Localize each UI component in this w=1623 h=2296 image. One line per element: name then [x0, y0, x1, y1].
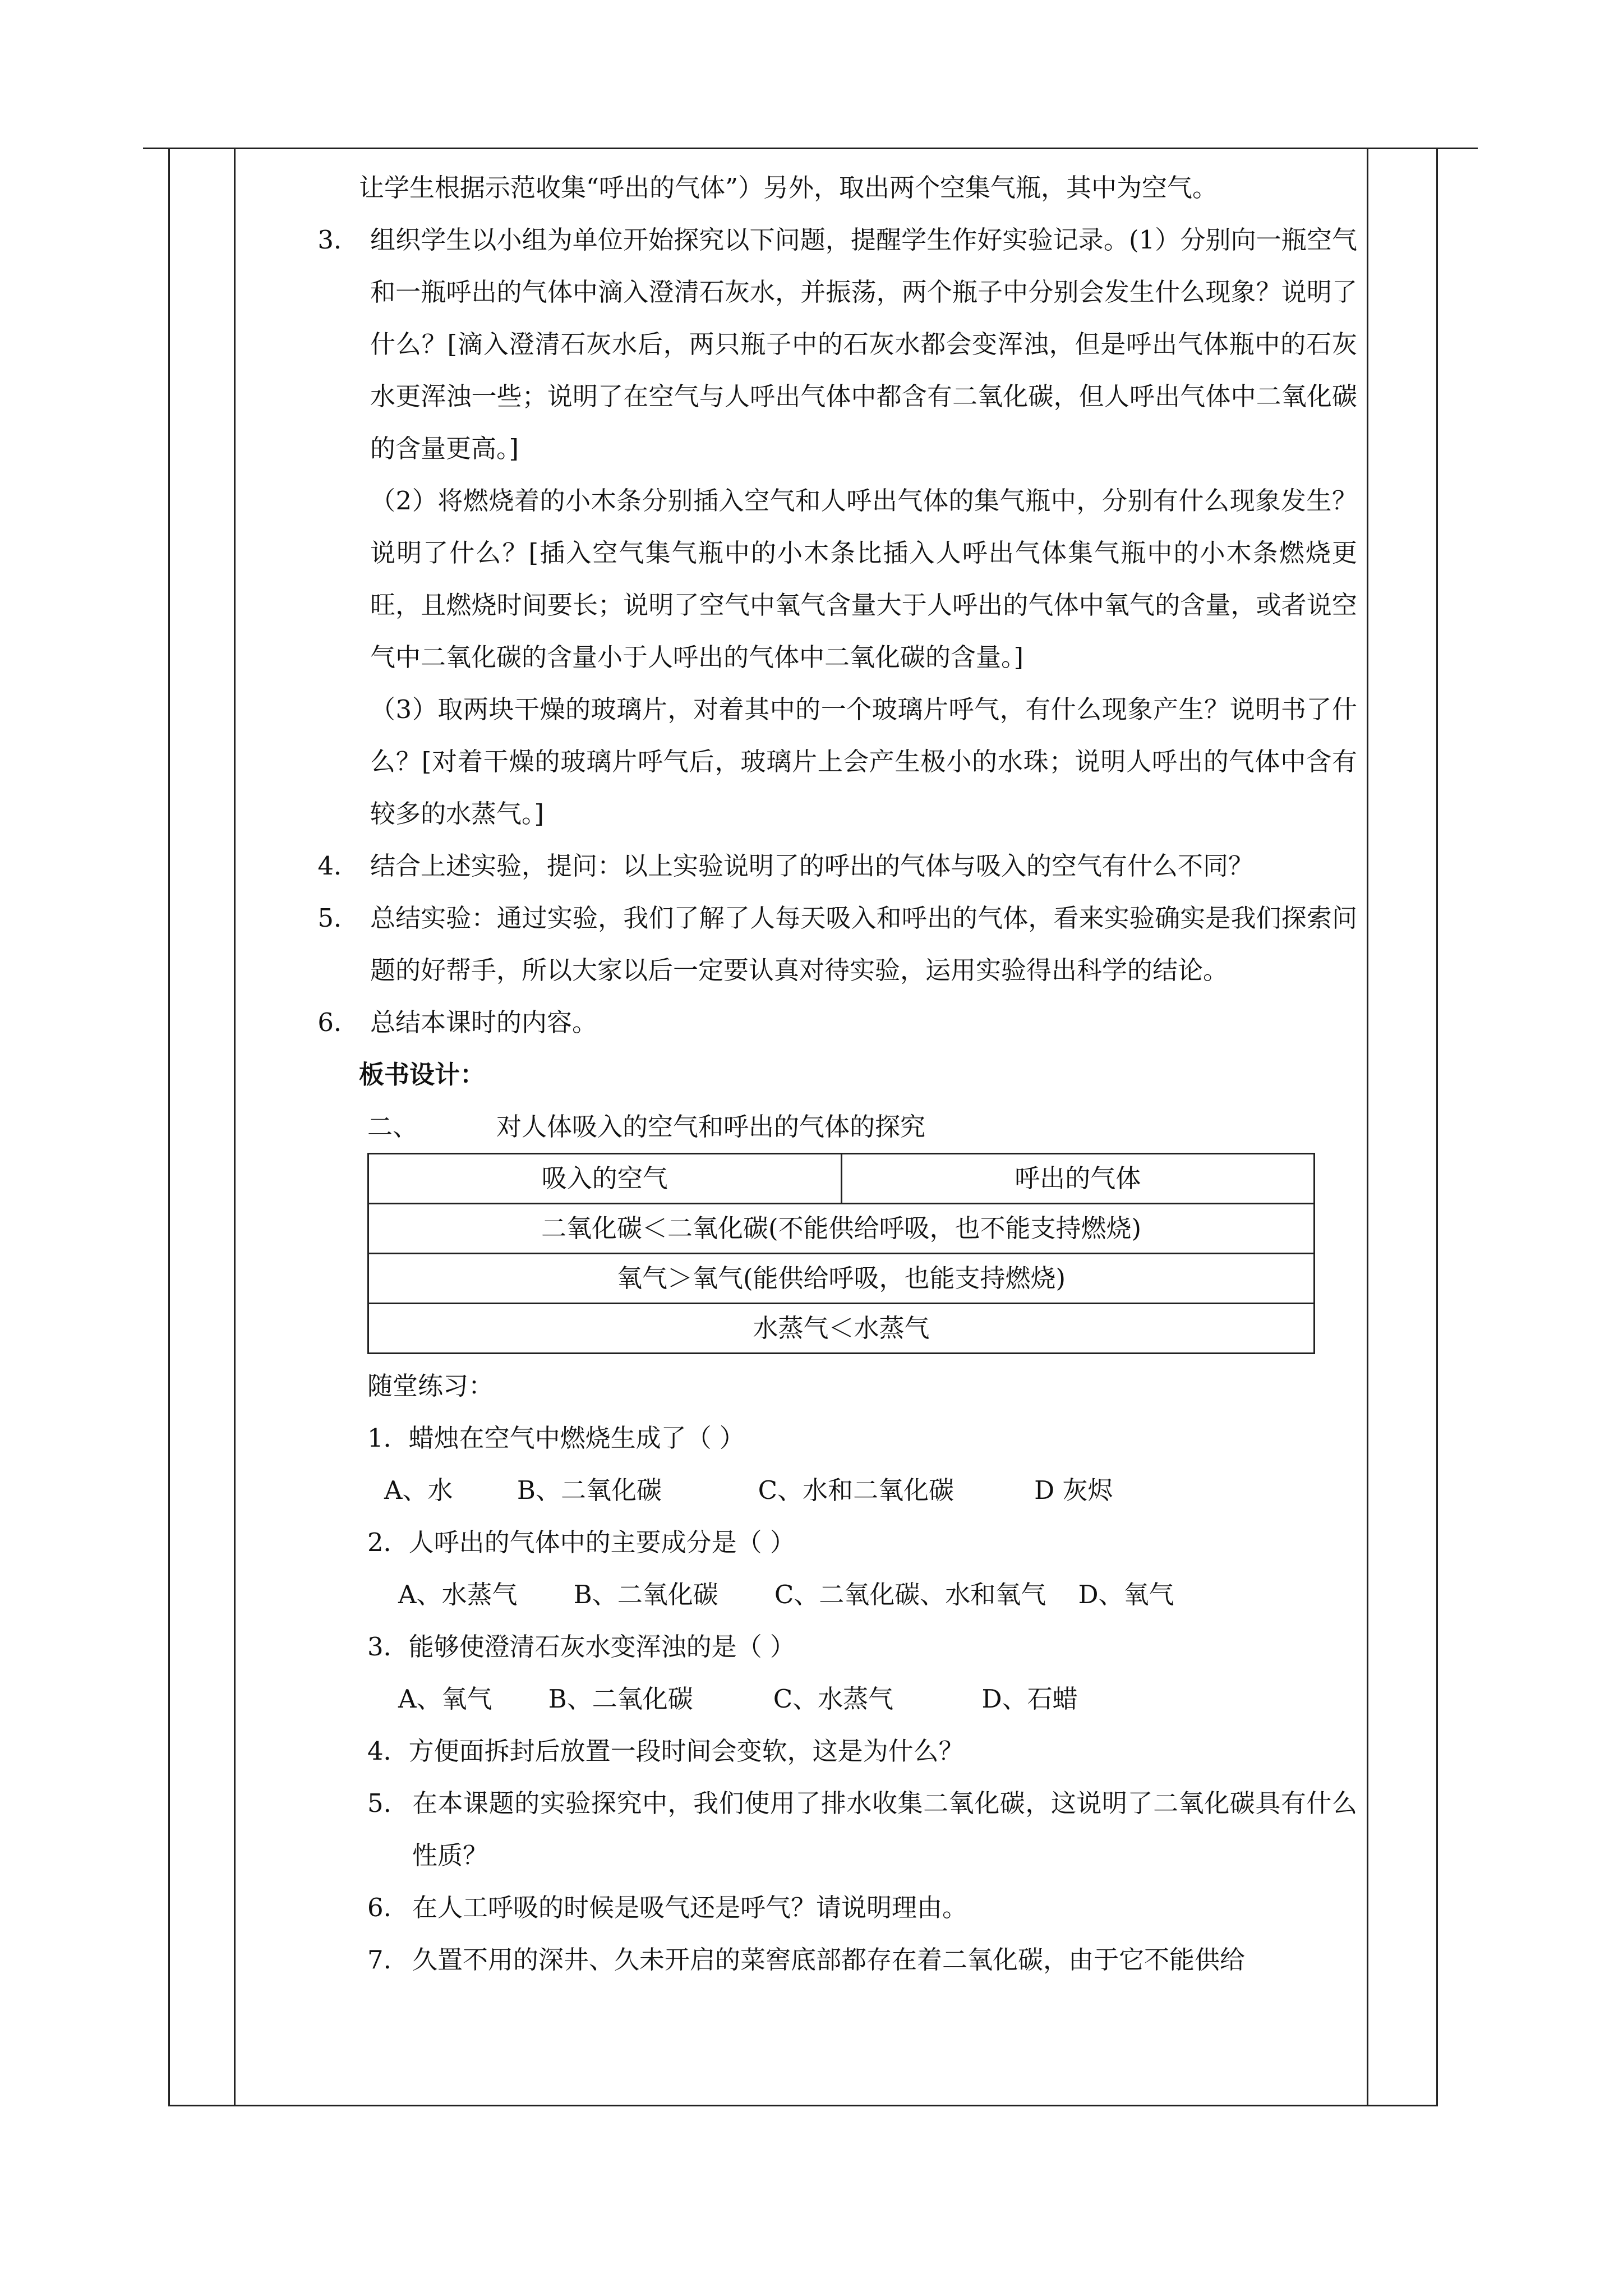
- col-inhaled-air: 吸入的空气: [368, 1154, 842, 1204]
- board-row: [368, 1254, 1315, 1304]
- step-text: （3）取两块干燥的玻璃片，对着其中的一个玻璃片呼气，有什么现象产生？说明书了什么？[对着干燥的玻璃片呼气后，玻璃片上会产生极小的水珠；说明人呼出的气体中含有较多的水蒸气。]: [370, 694, 1357, 829]
- question-6: [314, 1881, 1357, 1934]
- step-text: 总结本课时的内容。: [370, 1007, 598, 1037]
- practice-heading: 随堂练习：: [367, 1371, 494, 1401]
- board-table: [367, 1153, 1315, 1354]
- step-text: 结合上述实验，提问：以上实验说明了的呼出的气体与吸入的空气有什么不同？: [370, 851, 1254, 881]
- col-exhaled-gas: 呼出的气体: [841, 1154, 1315, 1204]
- question-3: 3．能够使澄清石灰水变浑浊的是（ ）: [367, 1632, 795, 1662]
- question-1-options: A、水 B、二氧化碳 C、水和二氧化碳 D 灰烬: [384, 1475, 1113, 1505]
- question-text: 在人工呼吸的时候是吸气还是呼气？请说明理由。: [412, 1893, 968, 1922]
- question-4: 4．方便面拆封后放置一段时间会变软，这是为什么？: [367, 1736, 964, 1766]
- question-2: 2．人呼出的气体中的主要成分是（ ）: [367, 1527, 795, 1557]
- section-number: 二、: [367, 1112, 418, 1142]
- question-number: 7.: [367, 1945, 391, 1975]
- step-item: [314, 214, 1357, 475]
- board-row-water: 水蒸气＜水蒸气: [368, 1304, 1315, 1354]
- board-section-title: [314, 1101, 1357, 1153]
- question-number: 5.: [367, 1788, 391, 1818]
- step-number: 6．: [317, 1007, 359, 1037]
- step-text: （2）将燃烧着的小木条分别插入空气和人呼出气体的集气瓶中，分别有什么现象发生？说明了什么？[插入空气集气瓶中的小木条比插入人呼出气体集气瓶中的小木条燃烧更旺，且燃烧时间要长；说明了空气中氧气含量大于人呼出的气体中氧气的含量，或者说空气中二氧化碳的含量小于人呼出的气体中二氧化碳的含量。]: [370, 486, 1357, 672]
- column-divider-right: [1367, 148, 1368, 2106]
- step-text: 组织学生以小组为单位开始探究以下问题，提醒学生作好实验记录。(1）分别向一瓶空气和一瓶呼出的气体中滴入澄清石灰水，并振荡，两个瓶子中分别会发生什么现象？说明了什么？[滴入澄清石灰水后，两只瓶子中的石灰水都会变浑浊，但是呼出气体瓶中的石灰水更浑浊一些；说明了在空气与人呼出气体中都含有二氧化碳，但人呼出气体中二氧化碳的含量更高。]: [370, 225, 1357, 463]
- lesson-content: [314, 162, 1357, 1986]
- board-header-row: [368, 1154, 1315, 1204]
- step-number: 4．: [317, 851, 359, 881]
- step-item: [314, 475, 1357, 683]
- question-1: 1．蜡烛在空气中燃烧生成了（ ）: [367, 1423, 745, 1453]
- step-number: 5．: [317, 903, 359, 933]
- question-text: 在本课题的实验探究中，我们使用了排水收集二氧化碳，这说明了二氧化碳具有什么性质？: [412, 1788, 1357, 1870]
- question-number: 6.: [367, 1893, 391, 1922]
- column-divider-left: [234, 148, 236, 2106]
- question-text: 久置不用的深井、久未开启的菜窖底部都存在着二氧化碳，由于它不能供给: [412, 1945, 1246, 1975]
- question-3-options: A、氧气 B、二氧化碳 C、水蒸气 D、石蜡: [398, 1684, 1078, 1714]
- board-row-o2: 氧气＞氧气(能供给呼吸，也能支持燃烧): [368, 1254, 1315, 1304]
- board-row: [368, 1204, 1315, 1254]
- board-heading: 板书设计：: [359, 1060, 486, 1089]
- question-7: [314, 1934, 1357, 1986]
- board-row: [368, 1304, 1315, 1354]
- step-item: [314, 892, 1357, 996]
- step-number: 3．: [317, 225, 359, 255]
- question-2-options: A、水蒸气 B、二氧化碳 C、二氧化碳、水和氧气 D、氧气: [398, 1580, 1174, 1609]
- step-item: [314, 683, 1357, 840]
- question-5: [314, 1777, 1357, 1881]
- step-item: [314, 840, 1357, 892]
- intro-line: 让学生根据示范收集“呼出的气体”）另外，取出两个空集气瓶，其中为空气。: [359, 173, 1218, 203]
- step-text: 总结实验：通过实验，我们了解了人每天吸入和呼出的气体，看来实验确实是我们探索问题的好帮手，所以大家以后一定要认真对待实验，运用实验得出科学的结论。: [370, 903, 1357, 985]
- step-item: [314, 996, 1357, 1048]
- board-row-co2: 二氧化碳＜二氧化碳(不能供给呼吸，也不能支持燃烧): [368, 1204, 1315, 1254]
- section-title: 对人体吸入的空气和呼出的气体的探究: [496, 1112, 926, 1142]
